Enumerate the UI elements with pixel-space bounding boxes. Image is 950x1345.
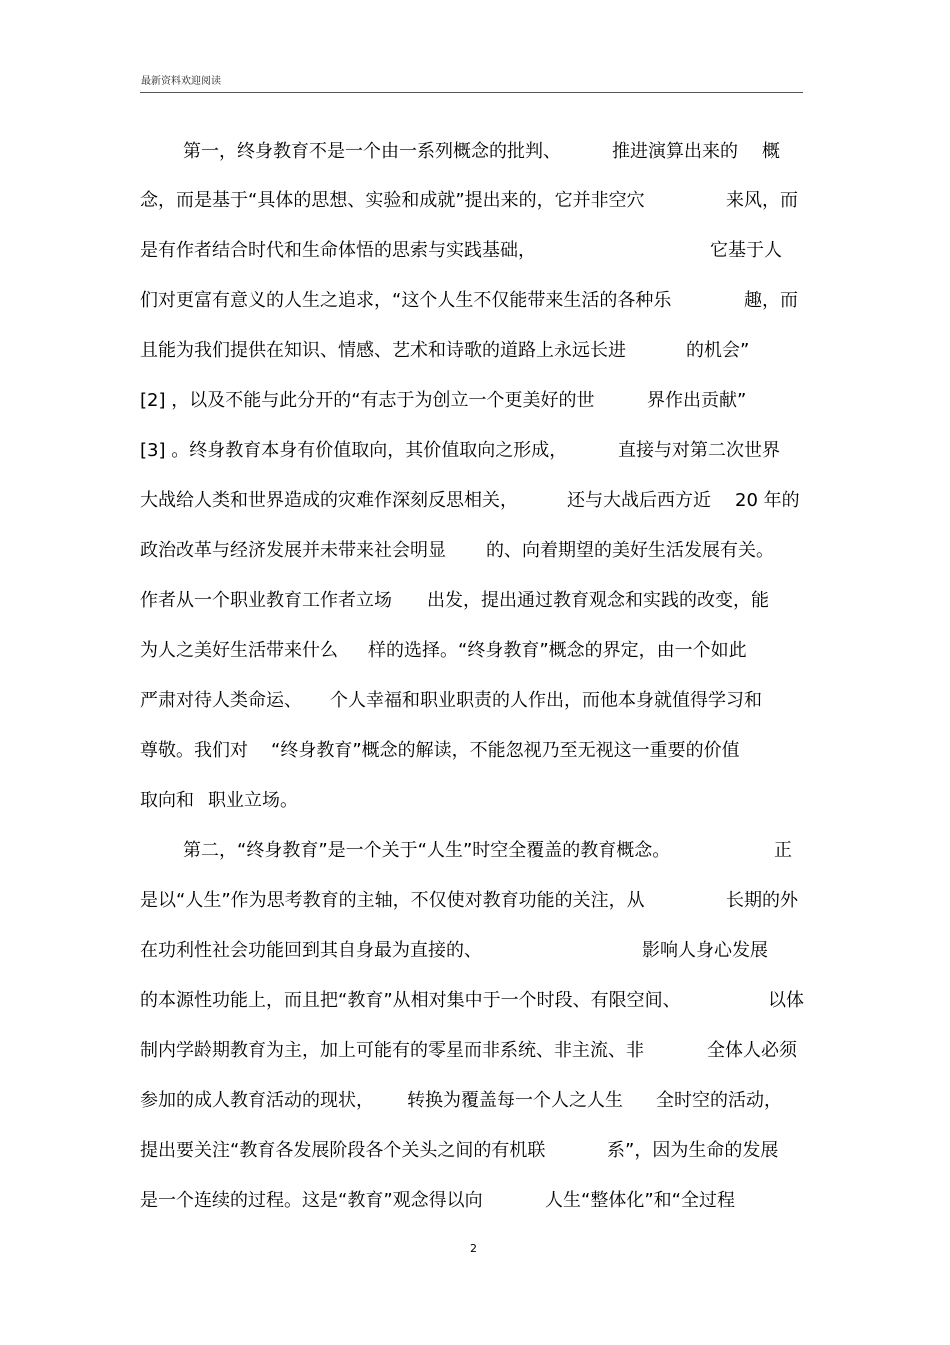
text-segment: 念，而是基于“具体的思想、实验和成就”提出来的，它并非空穴: [140, 190, 645, 211]
text-segment: 正: [774, 840, 792, 861]
text-segment: 大战给人类和世界造成的灾难作深刻反思相关，: [140, 490, 518, 511]
text-segment: 系”，因为生命的发展: [607, 1140, 779, 1161]
text-segment: 个人幸福和职业职责的人作出，而他本身就值得学习和: [330, 690, 762, 711]
text-segment: 它基于人: [710, 240, 782, 261]
text-segment: 的、向着期望的美好生活发展有关。: [486, 540, 774, 561]
header-rule: [140, 92, 803, 93]
text-segment: 转换为覆盖每一个人之人生: [407, 1090, 623, 1111]
text-segment: 第二，“终身教育”是一个关于“人生”时空全覆盖的教育概念。: [183, 840, 671, 861]
text-segment: 参加的成人教育活动的现状，: [140, 1090, 374, 1111]
text-segment: 来风，而: [726, 190, 798, 211]
text-segment: 全时空的活动，: [656, 1090, 782, 1111]
text-segment: 推进演算出来的: [612, 141, 738, 162]
text-segment: 且能为我们提供在知识、情感、艺术和诗歌的道路上永远长进: [140, 340, 626, 361]
text-segment: 长期的外: [726, 890, 798, 911]
text-segment: 是一个连续的过程。这是“教育”观念得以向: [140, 1190, 483, 1211]
text-segment: 是有作者结合时代和生命体悟的思索与实践基础，: [140, 240, 536, 261]
text-segment: 尊敬。我们对: [140, 740, 248, 761]
text-segment: 取向和: [140, 790, 194, 811]
page-header: 最新资料欢迎阅读: [141, 76, 221, 87]
text-segment: 全体人必须: [707, 1040, 797, 1061]
text-segment: 以体: [768, 990, 804, 1011]
text-segment: 界作出贡献”: [647, 390, 747, 411]
text-segment: 概: [762, 141, 780, 162]
text-segment: 出发，提出通过教育观念和实践的改变，能: [427, 590, 769, 611]
page-number: 2: [470, 1242, 477, 1255]
text-segment: 制内学龄期教育为主，加上可能有的零星而非系统、非主流、非: [140, 1040, 644, 1061]
text-segment: 职业立场。: [208, 790, 298, 811]
text-segment: 政治改革与经济发展并未带来社会明显: [140, 540, 446, 561]
text-segment: 是以“人生”作为思考教育的主轴，不仅使对教育功能的关注，从: [140, 890, 645, 911]
text-segment: 为人之美好生活带来什么: [140, 640, 338, 661]
text-segment: “终身教育”概念的解读，不能忽视乃至无视这一重要的价值: [271, 740, 740, 761]
text-segment: 严肃对待人类命运、: [140, 690, 302, 711]
text-segment: 20 年的: [735, 490, 800, 511]
text-segment: [3] 。终身教育本身有价值取向，其价值取向之形成，: [140, 440, 568, 461]
text-segment: 还与大战后西方近: [567, 490, 711, 511]
text-segment: 在功利性社会功能回到其自身最为直接的、: [140, 940, 482, 961]
text-segment: 趣，而: [744, 290, 798, 311]
text-segment: 第一，终身教育不是一个由一系列概念的批判、: [183, 141, 561, 162]
text-segment: 的本源性功能上，而且把“教育”从相对集中于一个时段、有限空间、: [140, 990, 681, 1011]
text-segment: 们对更富有意义的人生之追求，“这个人生不仅能带来生活的各种乐: [140, 290, 672, 311]
text-segment: 样的选择。“终身教育”概念的界定，由一个如此: [368, 640, 747, 661]
text-segment: 直接与对第二次世界: [618, 440, 780, 461]
text-segment: 影响人身心发展: [642, 940, 768, 961]
text-segment: 作者从一个职业教育工作者立场: [140, 590, 392, 611]
text-segment: 人生“整体化”和“全过程: [545, 1190, 735, 1211]
text-segment: 的机会”: [686, 340, 750, 361]
text-segment: 提出要关注“教育各发展阶段各个关头之间的有机联: [140, 1140, 546, 1161]
text-segment: [2] ，以及不能与此分开的“有志于为创立一个更美好的世: [140, 390, 595, 411]
